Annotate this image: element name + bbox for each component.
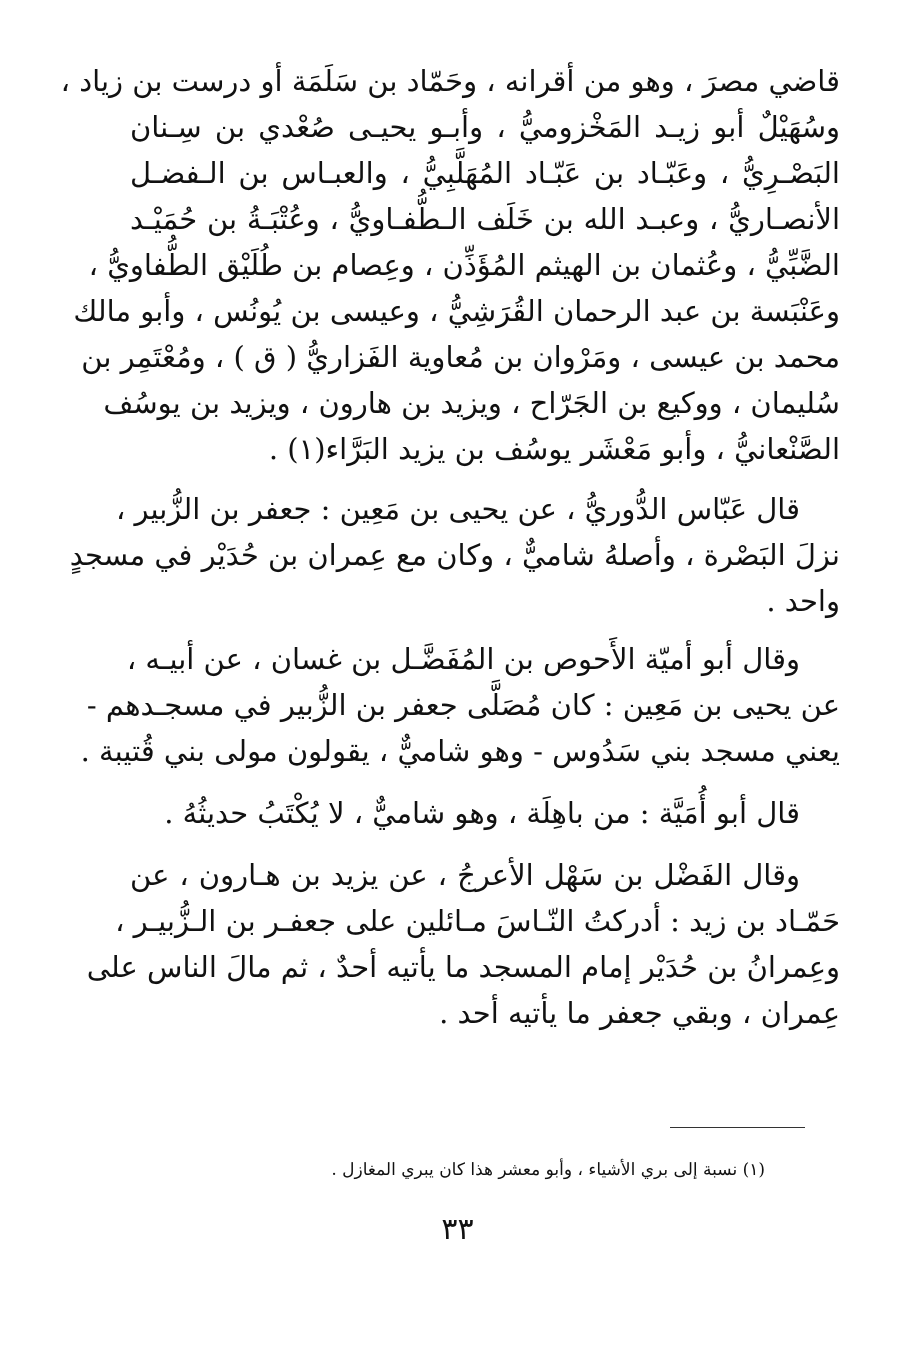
footnote: (١) نسبة إلى بري الأشياء ، وأبو معشر هذا كان يبري المغازل . (331, 1160, 765, 1180)
text-line: واحد . (766, 584, 840, 618)
text-line: قاضي مصرَ ، وهو من أقرانه ، وحَمّاد بن سَلَمَة أو درست بن زياد ، (60, 64, 840, 98)
paragraph-abbas-duri (69, 486, 840, 624)
text-line: وسُهَيْلٌ أبو زيـد المَخْزوميُّ ، وأبـو يحيـى صُعْدي بن سِـنان (130, 110, 840, 144)
text-line: حَمّـاد بن زيد : أدركتُ النّـاسَ مـائلين على جعفـر بن الـزُّبيـر ، (115, 904, 840, 938)
text-line: وعَنْبَسة بن عبد الرحمان القُرَشِيُّ ، وعيسى بن يُونُس ، وأبو مالك (73, 294, 840, 328)
text-line: البَصْـرِيُّ ، وعَبّـاد بن عَبّـاد المُهَلَّبِيُّ ، والعبـاس بن الـفضـل (130, 156, 840, 190)
paragraph-bahila (130, 790, 840, 836)
footnote-divider (670, 1127, 805, 1128)
page-number: ٣٣ (441, 1212, 474, 1247)
text-line: محمد بن عيسى ، ومَرْوان بن مُعاوية الفَزاريُّ ( ق ) ، ومُعْتَمِر بن (81, 340, 840, 374)
paragraph-narrators-list (60, 58, 840, 472)
paragraph-fadl-ibn-sahl (86, 852, 840, 1036)
text-line: الصَّنْعانيُّ ، وأبو مَعْشَر يوسُف بن يزيد البَرَّاء(١) . (268, 432, 840, 466)
text-line: وقال أبو أميّة الأَحوص بن المُفَضَّـل بن غسان ، عن أبيـه ، (126, 642, 800, 676)
text-line: الأنصـاريُّ ، وعبـد الله بن خَلَف الـطُّفـاويُّ ، وعُتْبَـةُ بن حُمَيْـد (130, 202, 840, 236)
text-line: قال عَبّاس الدُّوريُّ ، عن يحيى بن مَعِين : جعفر بن الزُّبير ، (115, 492, 800, 526)
text-line: نزلَ البَصْرة ، وأصلهُ شاميٌّ ، وكان مع عِمران بن حُدَيْر في مسجدٍ (69, 538, 840, 572)
paragraph-abu-umayya (80, 636, 840, 774)
text-line: وعِمرانُ بن حُدَيْر إمام المسجد ما يأتيه أحدٌ ، ثم مالَ الناس على (86, 950, 840, 984)
text-line: عِمران ، وبقي جعفر ما يأتيه أحد . (439, 996, 840, 1030)
page-body (60, 58, 840, 1036)
text-line: عن يحيى بن مَعِين : كان مُصَلَّى جعفر بن الزُّبير في مسجـدهم - (86, 688, 840, 722)
text-line: وقال الفَضْل بن سَهْل الأعرجُ ، عن يزيد بن هـارون ، عن (130, 858, 800, 892)
text-line: يعني مسجد بني سَدُوس - وهو شاميٌّ ، يقولون مولى بني قُتيبة . (80, 734, 840, 768)
text-line: قال أبو أُمَيَّة : من باهِلَة ، وهو شاميٌّ ، لا يُكْتَبُ حديثُهُ . (164, 796, 800, 830)
text-line: الضَّبِّيُّ ، وعُثمان بن الهيثم المُؤَذِّن ، وعِصام بن طُلَيْق الطُّفاويُّ ، (88, 248, 840, 282)
text-line: سُليمان ، ووكيع بن الجَرّاح ، ويزيد بن هارون ، ويزيد بن يوسُف (103, 386, 840, 420)
